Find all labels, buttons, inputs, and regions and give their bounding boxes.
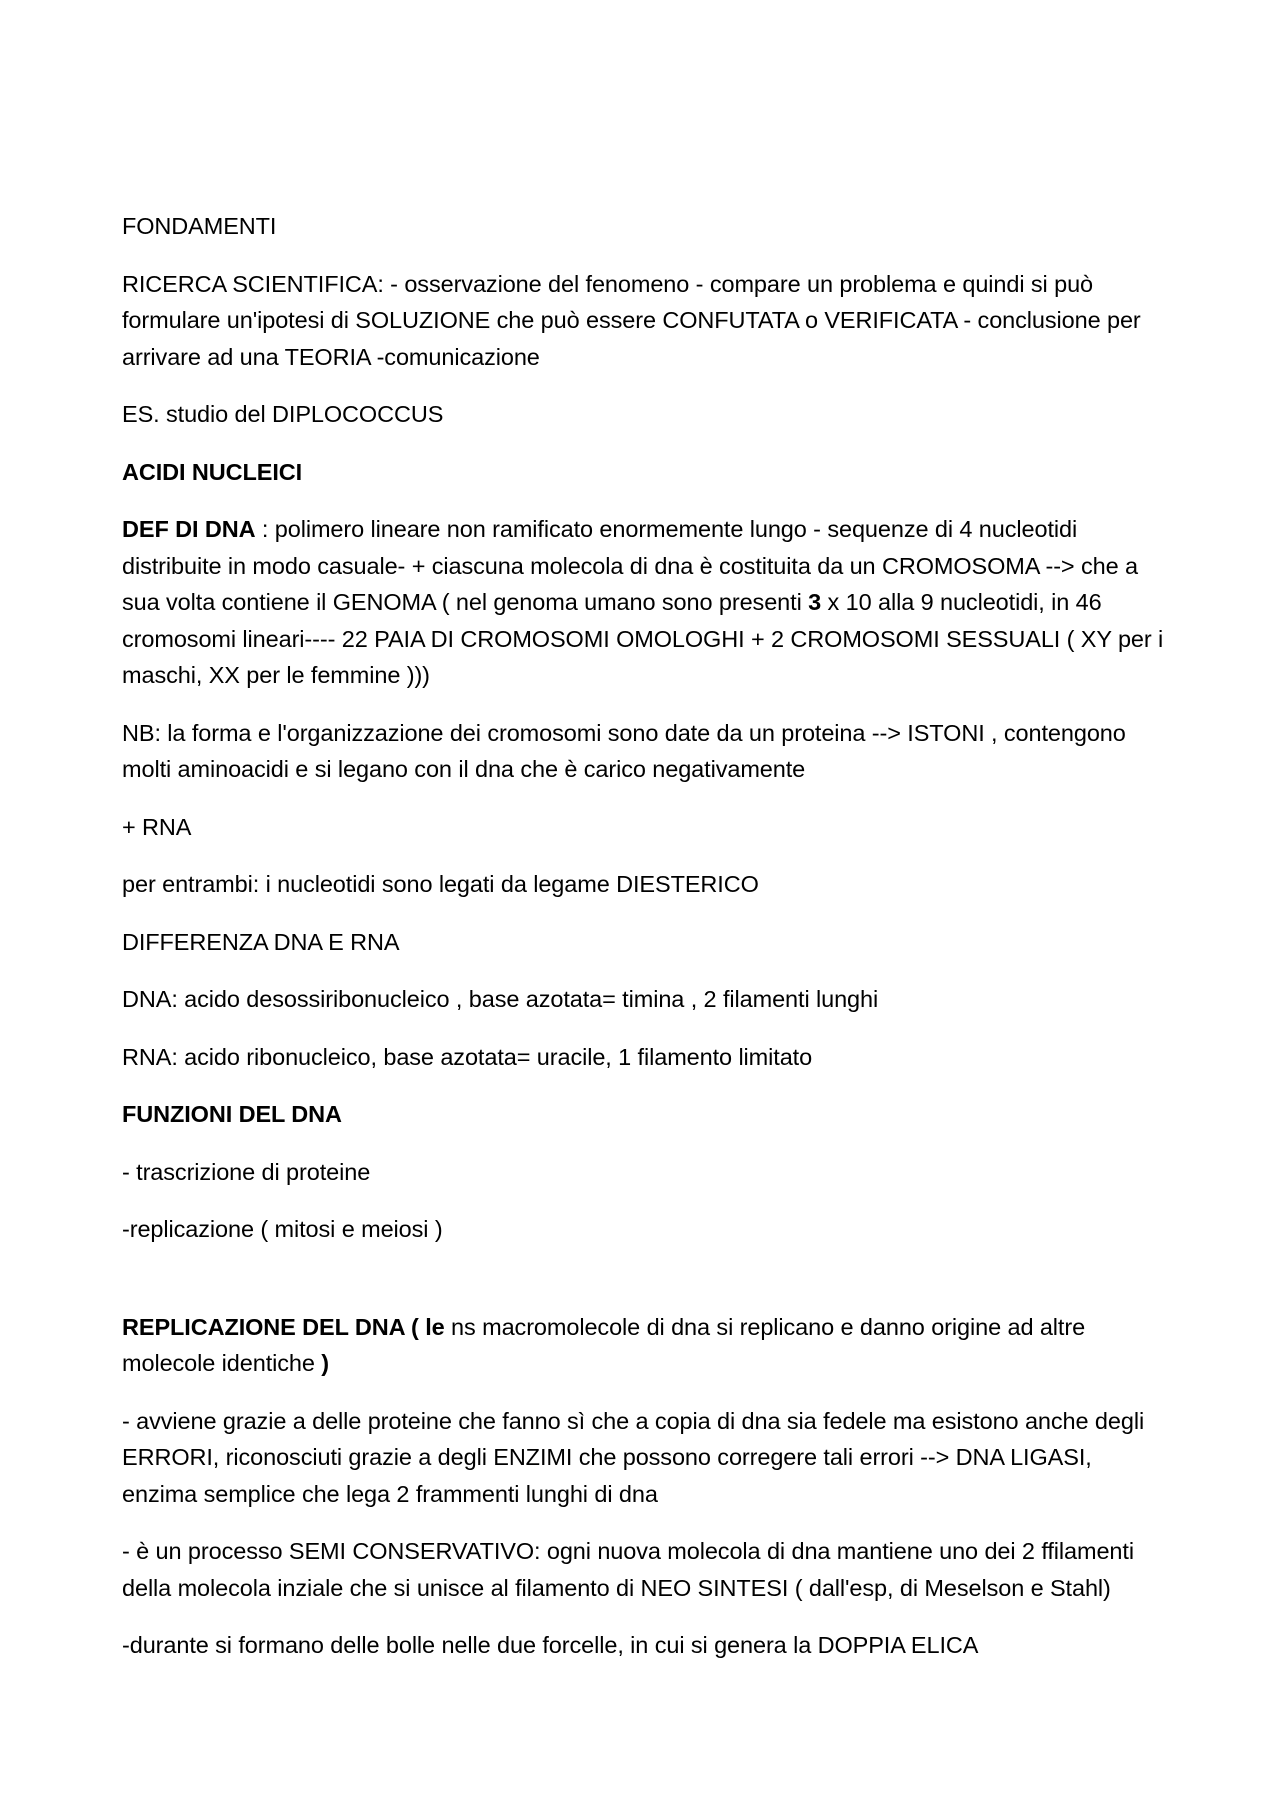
list-item-trascrizione: - trascrizione di proteine <box>122 1158 371 1185</box>
paragraph-differenza: DIFFERENZA DNA E RNA <box>122 928 400 955</box>
paragraph-dna-line: DNA: acido desossiribonucleico , base azotata= timina , 2 filamenti lunghi <box>122 986 879 1012</box>
paragraph-doppia-elica: -durante si formano delle bolle nelle due forcelle, in cui si genera la DOPPIA ELICA <box>122 1632 979 1658</box>
def-dna-label: DEF DI DNA <box>122 516 256 542</box>
replicazione-text: ns macromolecole di dna si replicano e danno origine ad altre molecole identiche <box>122 1313 1086 1376</box>
replicazione-close: ) <box>321 1350 330 1376</box>
spacer <box>122 1269 1172 1309</box>
paragraph-semi-conservativo: - è un processo SEMI CONSERVATIVO: ogni nuova molecola di dna mantiene uno dei 2 ffilamenti della molecola inziale che si unisce al filamento di NEO SINTESI ( dall'esp, di Meselson e Stahl) <box>122 1538 1134 1601</box>
def-dna-text-1: : polimero lineare non ramificato enormemente lungo - sequenze di 4 nucleotidi distribuite in modo casuale- + ciascuna molecola di dna è costituita da un CROMOSOMA --> che a sua volta contiene il GENOMA ( nel genoma umano sono presenti <box>122 516 1138 615</box>
def-dna-bold-number: 3 <box>808 589 822 615</box>
heading-funzioni-dna: FUNZIONI DEL DNA <box>122 1101 342 1127</box>
paragraph-nb: NB: la forma e l'organizzazione dei cromosomi sono date da un proteina --> ISTONI , contengono molti aminoacidi e si legano con il dna che è carico negativamente <box>122 719 1126 782</box>
replicazione-heading: REPLICAZIONE DEL DNA ( le <box>122 1313 445 1340</box>
paragraph-rna: + RNA <box>122 813 192 840</box>
title-fondamenti: FONDAMENTI <box>122 213 277 239</box>
paragraph-entrambi: per entrambi: i nucleotidi sono legati da legame DIESTERICO <box>122 871 759 897</box>
heading-acidi-nucleici: ACIDI NUCLEICI <box>122 458 303 485</box>
paragraph-ricerca-scientifica: RICERCA SCIENTIFICA: - osservazione del fenomeno - compare un problema e quindi si può formulare un'ipotesi di SOLUZIONE che può essere CONFUTATA o VERIFICATA - conclusione per arrivare ad una TEORIA -comunicazione <box>122 270 1141 370</box>
paragraph-def-dna <box>122 511 1172 694</box>
paragraph-esempio: ES. studio del DIPLOCOCCUS <box>122 401 444 427</box>
paragraph-replicazione-dna <box>122 1309 1172 1382</box>
list-item-replicazione: -replicazione ( mitosi e meiosi ) <box>122 1216 443 1242</box>
def-dna-text-2: x 10 alla 9 nucleotidi, in 46 cromosomi lineari---- 22 PAIA DI CROMOSOMI OMOLOGHI + 2 CROMOSOMI SESSUALI ( XY per i maschi, XX per le femmine ))) <box>122 589 1164 688</box>
document-body <box>122 208 1172 1685</box>
paragraph-rna-line: RNA: acido ribonucleico, base azotata= uracile, 1 filamento limitato <box>122 1043 813 1070</box>
paragraph-proteine-errori: - avviene grazie a delle proteine che fanno sì che a copia di dna sia fedele ma esistono anche degli ERRORI, riconosciuti grazie a degli ENZIMI che possono corregere tali errori --> DNA LIGASI, enzima semplice che lega 2 frammenti lunghi di dna <box>122 1407 1145 1507</box>
